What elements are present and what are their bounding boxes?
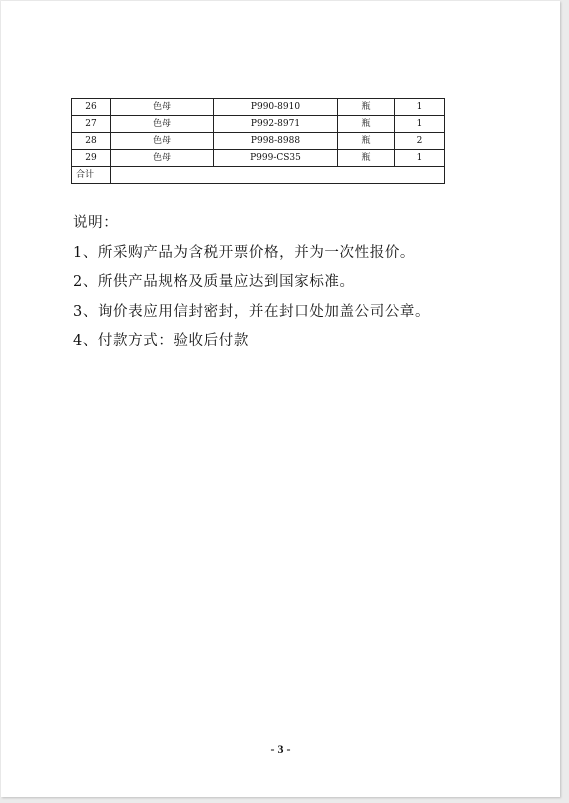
cell-qty: 1 [395,99,445,116]
cell-code: P998-8988 [214,133,338,150]
notes-section [73,211,493,359]
document-page [1,1,560,797]
note-item-3: 3、询价表应用信封密封，并在封口处加盖公司公章。 [73,303,431,320]
items-table [71,98,445,184]
table-total-row [72,167,445,184]
note-item-2: 2、所供产品规格及质量应达到国家标准。 [73,274,355,290]
cell-qty: 1 [395,116,445,133]
notes-heading: 说明： [73,215,119,231]
cell-name: 色母 [111,116,214,133]
cell-unit: 瓶 [338,116,395,133]
total-value-cell [111,167,445,184]
table-row [72,133,445,150]
cell-code: P999-CS35 [214,150,338,167]
note-item-4: 4、付款方式：验收后付款 [73,333,249,349]
cell-name: 色母 [111,150,214,167]
cell-qty: 2 [395,133,445,150]
cell-unit: 瓶 [338,133,395,150]
cell-code: P990-8910 [214,99,338,116]
cell-name: 色母 [111,99,214,116]
cell-no: 26 [72,99,111,116]
total-label: 合计 [72,167,111,184]
cell-no: 27 [72,116,111,133]
table-row [72,99,445,116]
table-row [72,150,445,167]
cell-unit: 瓶 [338,99,395,116]
cell-name: 色母 [111,133,214,150]
note-item-1: 1、所采购产品为含税开票价格，并为一次性报价。 [73,244,416,261]
page-number: - 3 - [270,742,291,756]
cell-code: P992-8971 [214,116,338,133]
cell-unit: 瓶 [338,150,395,167]
cell-no: 28 [72,133,111,150]
table-row [72,116,445,133]
cell-qty: 1 [395,150,445,167]
cell-no: 29 [72,150,111,167]
